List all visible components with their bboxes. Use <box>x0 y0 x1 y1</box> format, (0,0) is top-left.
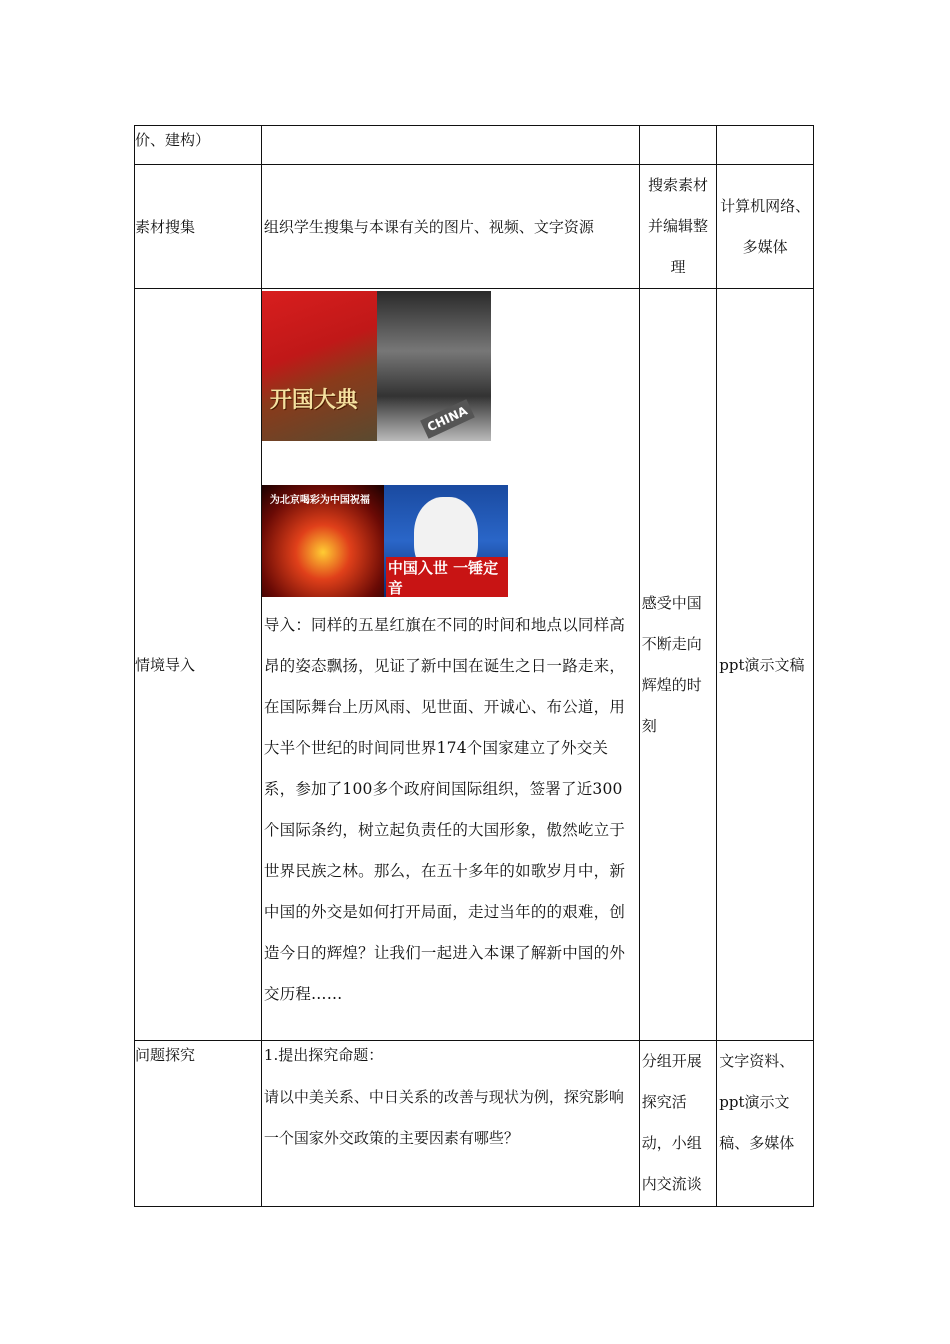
stage-label: 价、建构） <box>135 131 211 149</box>
stage-cell <box>135 165 262 289</box>
media-text: 文字资料、ppt演示文稿、多媒体 <box>719 1052 795 1152</box>
student-activity-text: 感受中国不断走向辉煌的时刻 <box>641 593 702 735</box>
wto-accession-image <box>384 485 508 597</box>
stage-cell <box>135 126 262 165</box>
founding-ceremony-caption: 开国大典 <box>269 388 358 413</box>
table-row <box>135 1041 814 1207</box>
media-text: ppt演示文稿 <box>719 655 805 674</box>
student-activity-text: 搜索素材并编辑整理 <box>647 176 708 276</box>
lesson-plan-table <box>134 125 814 1207</box>
stage-cell <box>135 1041 262 1207</box>
media-cell <box>717 126 814 165</box>
media-cell <box>717 165 814 289</box>
inquiry-heading: 1.提出探究命题： <box>263 1046 384 1064</box>
stage-label: 素材搜集 <box>135 217 196 236</box>
olympic-bid-caption: 为北京喝彩为中国祝福 <box>269 495 370 506</box>
founding-ceremony-image <box>262 291 377 441</box>
teacher-activity-text: 组织学生搜集与本课有关的图片、视频、文字资源 <box>263 217 594 236</box>
stage-cell <box>135 289 262 1041</box>
media-text: 计算机网络、多媒体 <box>720 196 811 256</box>
intro-paragraph: 导入：同样的五星红旗在不同的时间和地点以同样高昂的姿态飘扬，见证了新中国在诞生之日一路走来，在国际舞台上历风雨、见世面、开诚心、布公道，用大半个世纪的时间同世界174个国家建立了外交关系，参加了100多个政府间国际组织，签署了近300个国际条约，树立起负责任的大国形象，傲然屹立于世界民族之林。那么，在五十多年的如歌岁月中，新中国的外交是如何打开局面，走过当年的的艰难，创造今日的辉煌？让我们一起进入本课了解新中国的外交历程…… <box>263 616 626 1003</box>
stage-label: 问题探究 <box>135 1046 196 1064</box>
stage-label: 情境导入 <box>135 655 196 674</box>
table-row <box>135 126 814 165</box>
student-activity-cell <box>639 165 717 289</box>
inquiry-question: 请以中美关系、中日关系的改善与现状为例，探究影响一个国家外交政策的主要因素有哪些？ <box>263 1088 624 1147</box>
olympic-bid-image <box>262 485 384 597</box>
teacher-activity-cell <box>261 1041 639 1207</box>
student-activity-cell <box>639 126 717 165</box>
media-cell <box>717 1041 814 1207</box>
teacher-activity-cell <box>261 289 639 1041</box>
image-group-2 <box>262 485 639 597</box>
wto-accession-caption: 中国入世 一锤定音 <box>386 557 508 597</box>
teacher-activity-cell <box>261 126 639 165</box>
media-cell <box>717 289 814 1041</box>
china-nameplate: CHINA <box>420 399 474 439</box>
student-activity-cell <box>639 289 717 1041</box>
un-seat-image <box>377 291 491 441</box>
student-activity-cell <box>639 1041 717 1207</box>
image-group-1 <box>262 291 639 441</box>
table-row <box>135 165 814 289</box>
table-row <box>135 289 814 1041</box>
student-activity-text: 分组开展探究活动，小组内交流谈 <box>641 1052 702 1193</box>
teacher-activity-cell <box>261 165 639 289</box>
